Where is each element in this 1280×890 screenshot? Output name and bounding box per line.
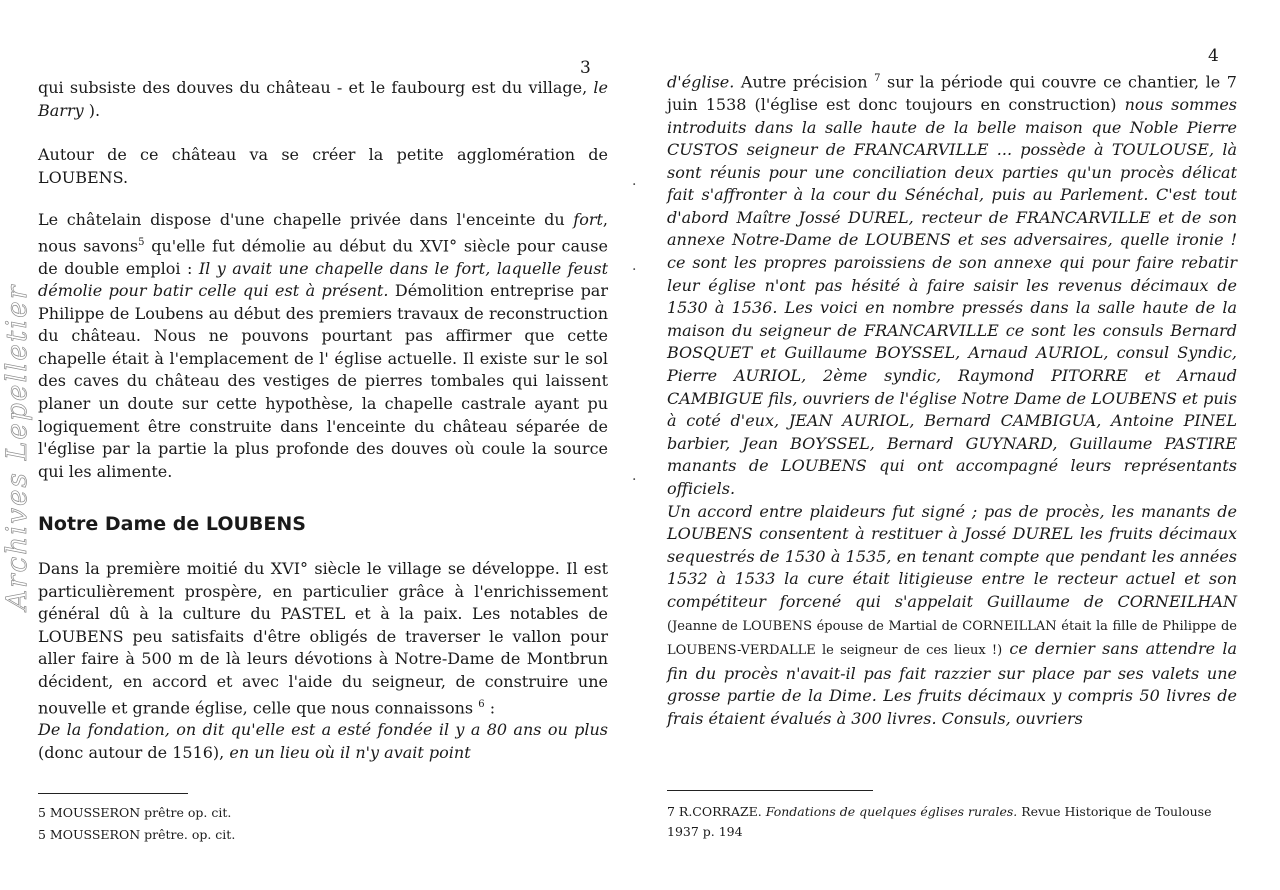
text-span: sur la période qui couvre ce chantier, le 7 juin 1538 (l'église est donc toujours en construction) (667, 72, 1237, 114)
footnote-ref: 7 (874, 73, 881, 84)
right-page (632, 0, 1280, 890)
paragraph (38, 77, 608, 122)
section-heading-block (38, 513, 608, 536)
binding-mark: · (632, 177, 637, 193)
binding-mark: · (632, 262, 637, 278)
page-number: 4 (1208, 46, 1219, 66)
text-span: ce dernier sans attendre la fin du procès n'avait-il pas fait razzier sur place par ses valets une grosse partie de la Dime. Les fruits décimaux y compris 50 livres de frais étaient évalués à 300 livres. Consuls, ouvriers (667, 639, 1237, 728)
paragraph (667, 68, 1237, 731)
text-span: nous sommes introduits dans la salle haute de la belle maison que Noble Pierre CUSTOS seigneur de FRANCARVILLE ... possède à TOULOUSE, là sont réunis pour une conciliation deux parties qu'un procès délicat fait s'affronter à la cour du Sénéchal, puis au Parlement. C'est tout d'abord Maître Jossé DUREL, recteur de FRANCARVILLE et de son annexe Notre-Dame de LOUBENS et ses adversaires, quelle ironie ! ce sont les propres paroissiens de son annexe qui pour faire rebatir leur église n'ont pas hésité à faire saisir les revenus décimaux de 1530 à 1536. Les voici en nombre pressés dans la salle haute de la maison du seigneur de FRANCARVILLE ce sont les consuls Bernard BOSQUET et Guillaume BOYSSEL, Arnaud AURIOL, consul Syndic, Pierre AURIOL, 2ème syndic, Raymond PITORRE et Arnaud CAMBIGUE fils, ouvriers de l'église Notre Dame de LOUBENS et puis à coté d'eux, JEAN AURIOL, Bernard CAMBIGUA, Antoine PINEL barbier, Jean BOYSSEL, Bernard GUYNARD, Guillaume PASTIRE manants de LOUBENS qui ont accompagné leurs représentants officiels. (667, 94, 1238, 499)
page-number: 3 (580, 58, 591, 78)
paragraph (38, 209, 608, 483)
footnote-rule (38, 793, 188, 794)
footnote: 5 MOUSSERON prêtre. op. cit. (38, 827, 236, 842)
text-span: Fondations de quelques églises rurales. (765, 804, 1018, 819)
paragraph (38, 144, 608, 189)
text-span: fort (573, 210, 603, 229)
watermark: Archives Lepelletier (0, 283, 33, 611)
text-span: Un accord entre plaideurs fut signé ; pas de procès, les manants de LOUBENS consentent à restituer à Jossé DUREL les fruits décimaux sequestrés de 1530 à 1535, en tenant compte que pendant les années 1532 à 1533 la cure était litigieuse entre le recteur actuel et son compétiteur forcené qui s'appelait Guillaume de CORNEILHAN (667, 501, 1237, 611)
text-span: Le châtelain dispose d'une chapelle privée dans l'enceinte du (38, 210, 565, 229)
text-span: 7 R.CORRAZE. (667, 804, 766, 819)
text-span: , nous savons (38, 210, 608, 255)
text-span: Démolition entreprise par Philippe de Loubens au début des premiers travaux de reconstruction du château. Nous ne pouvons pourtant pas affirmer que cette chapelle était à l'emplacement de l' église actuelle. Il existe sur le sol des caves du château des vestiges de pierres tombales qui laissent planer un doute sur cette hypothèse, la chapelle castrale ayant pu logiquement être construite dans l'enceinte du château séparée de l'église par la partie la plus profonde des douves où coule la source qui les alimente. (38, 281, 608, 481)
text-span: (donc autour de 1516), (38, 743, 230, 763)
text-span: Autour de ce château va se créer la petite agglomération de LOUBENS. (38, 145, 608, 187)
footnote (667, 802, 1237, 842)
text-span: qu'elle fut démolie au début du XVI° siècle pour cause de double emploi : (38, 235, 608, 278)
section-heading: Notre Dame de LOUBENS (38, 513, 306, 535)
text-span: : (484, 697, 496, 717)
binding-mark: · (632, 472, 637, 488)
text-span: De la fondation, on dit qu'elle est a esté fondée il y a 80 ans ou plus (38, 720, 608, 740)
text-span: en un lieu où il n'y avait point (229, 743, 471, 763)
text-span: ). (88, 100, 101, 120)
text-span: (Jeanne de LOUBENS épouse de Martial de CORNEILLAN était la fille de Philippe de LOUBENS-VERDALLE le seigneur de ces lieux !) (667, 618, 1237, 659)
text-span: Revue Historique de Toulouse 1937 p. 194 (667, 804, 1212, 839)
text-span: le Barry (38, 78, 608, 120)
footnote-rule (667, 790, 873, 791)
text-span: Autre précision (734, 72, 875, 92)
footnote-ref: 6 (478, 698, 485, 710)
footnote: 5 MOUSSERON prêtre op. cit. (38, 805, 232, 820)
footnote-ref: 5 (138, 236, 145, 248)
text-span: Dans la première moitié du XVI° siècle le village se développe. Il est particulièrement prospère, en particulier grâce à l'enrichissement général dû à la culture du PASTEL et à la paix. Les notables de LOUBENS peu satisfaits d'être obligés de traverser le vallon pour aller faire à 500 m de là leurs dévotions à Notre-Dame de Montbrun décident, en accord et avec l'aide du seigneur, de construire une nouvelle et grande église, celle que nous connaissons (38, 559, 608, 717)
text-span: d'église. (667, 72, 735, 92)
paragraph (38, 558, 608, 765)
text-span: qui subsiste des douves du château - et le faubourg est du village, (38, 78, 588, 97)
text-span: Il y avait une chapelle dans le fort, laquelle feust démolie pour batir celle qui est à présent. (38, 258, 609, 301)
